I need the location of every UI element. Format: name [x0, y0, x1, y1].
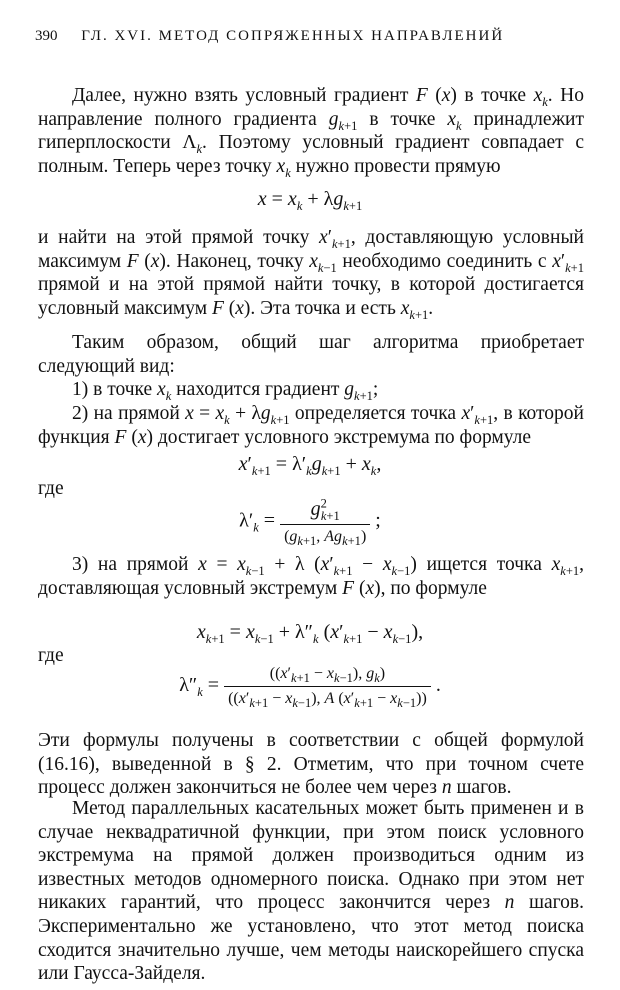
- paragraph-gradient: Далее, нужно взять условный градиент F (x) в точке $x_k$. Но направление полного градиента $g_{k+1}$ в точке $x_k$ принадлежит гиперплоскости $\Lambda_k$. Поэтому условный градиент совпадает с полным. Теперь через точку $x_k$ нужно провести прямую: [38, 85, 585, 180]
- where-label-1: где: [38, 478, 64, 499]
- paragraph-maximum: и найти на этой прямой точку $x'_{k+1}$, доставляющую условный максимум F (x). Наконец, точку $x_{k-1}$ необходимо соединить с $x'_{k+1}$ прямой и на этой прямой найти точку, в которой достигается условный максимум F (x). Эта точка и есть $x_{k+1}$.: [38, 227, 584, 322]
- paragraph-formulas-origin: Эти формулы получены в соответствии с общей формулой (16.16), выведенной в § 2. Отметим, что при точном счете процесс должен закончиться не более чем через n шагов.: [38, 730, 584, 799]
- step-1: 1) в точке $x_k$ находится градиент $g_{k+1}$;: [72, 379, 379, 403]
- formula-x-next: $x_{k+1} = x_{k-1} + \lambda''_k$ $(x'_{k+1} - x_{k-1})$,: [196, 621, 424, 646]
- running-header: [35, 28, 595, 45]
- where-label-2: где: [38, 645, 64, 666]
- formula-x-prime: $x'_{k+1} = \lambda'_kg_{k+1} + x_k$,: [238, 453, 382, 478]
- paragraph-algorithm: Таким образом, общий шаг алгоритма приобретает следующий вид:: [38, 332, 584, 377]
- formula-line: $x = x_k + \lambda g_{k+1}$: [257, 188, 363, 213]
- formula-lambda-prime: $\lambda'_k$ = $\frac{g^2_{k+1}}{(g_{k+1}, Ag_{k+1})}$ ;: [239, 496, 381, 549]
- page-number: 390: [35, 28, 58, 44]
- running-title: ГЛ. XVI. МЕТОД СОПРЯЖЕННЫХ НАПРАВЛЕНИЙ: [81, 28, 505, 44]
- step-2: 2) на прямой $x = x_k + \lambda g_{k+1}$ определяется точка $x'_{k+1}$, в которой функция F (x) достигает условного экстремума по формуле: [38, 403, 584, 448]
- paragraph-parallel-tangents: Метод параллельных касательных может быть применен и в случае неквадратичной функции, при этом поиск условного экстремума на прямой должен производиться одним из известных методов одномерного поиска. Однако при этом нет никаких гарантий, что процесс закончится через n шагов. Экспериментально же установлено, что этот метод поиска сходится значительно лучше, чем методы наискорейшего спуска или Гаусса-Зайделя.: [38, 798, 585, 985]
- step-3: 3) на прямой $x = x_{k-1} + \lambda$ $(x'_{k+1} - x_{k-1})$ ищется точка $x_{k+1}$, доставляющая условный экстремум F (x), по формуле: [38, 554, 584, 599]
- formula-lambda-double-prime: $\lambda''_k$ = $\frac{((x'_{k+1} - x_{k-1}), g_k)}{((x'_{k+1} - x_{k-1}), A (x'_{k+1} - x_{k-1}))}$ .: [179, 665, 441, 711]
